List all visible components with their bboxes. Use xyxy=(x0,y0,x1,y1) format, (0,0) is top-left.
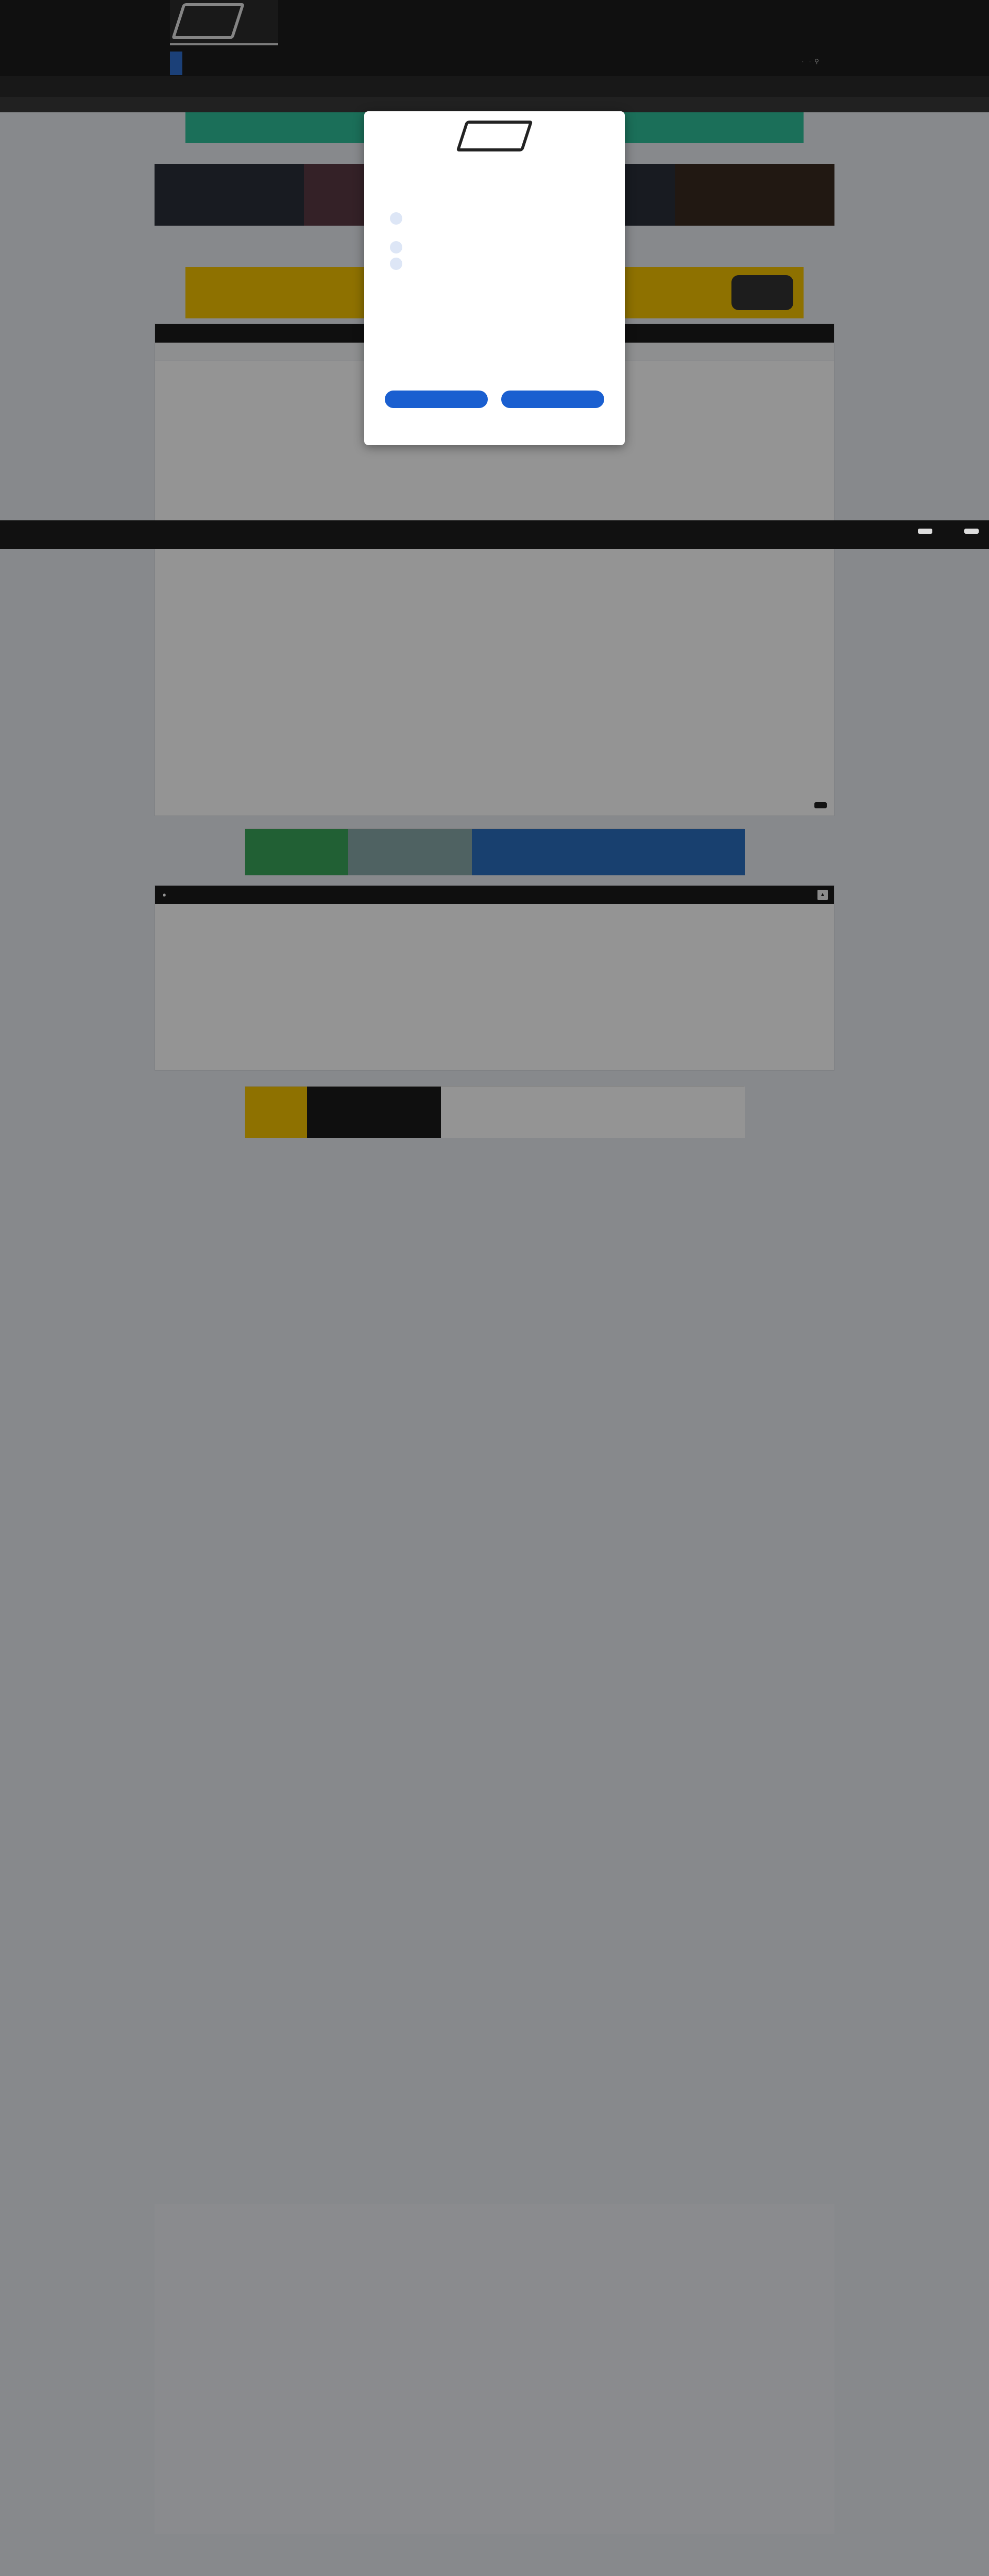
device-icon xyxy=(390,241,402,253)
cookie-bar xyxy=(0,520,989,549)
do-not-consent-button[interactable] xyxy=(385,391,488,408)
collapse-icon[interactable]: ▲ xyxy=(817,890,828,900)
person-icon xyxy=(390,212,402,225)
cookie-accept-button[interactable] xyxy=(918,529,932,534)
chevron-down-icon xyxy=(390,258,402,270)
cookie-more-button[interactable] xyxy=(964,529,979,534)
live-icon: ● xyxy=(162,891,166,899)
consent-button[interactable] xyxy=(501,391,604,408)
search-icon[interactable]: ⚲ xyxy=(814,58,819,65)
consent-modal xyxy=(364,111,625,445)
nav-right: · · ⚲ xyxy=(800,58,819,65)
modal-logo xyxy=(456,121,533,151)
